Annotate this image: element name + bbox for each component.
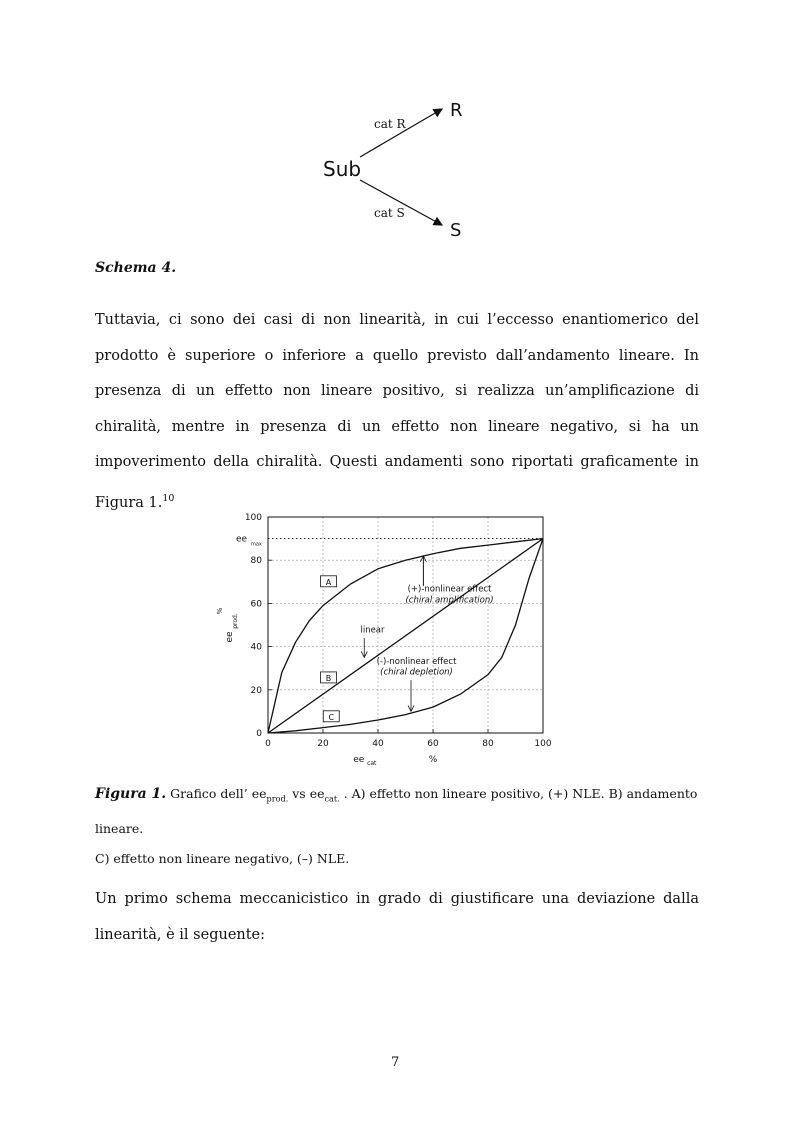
product-r-label: R <box>450 100 463 121</box>
ee-max-label: ee <box>236 534 248 545</box>
annotation-positive: (+)-nonlinear effect <box>407 584 492 595</box>
x-tick-label: 0 <box>265 739 271 749</box>
substrate-label: Sub <box>323 157 362 181</box>
y-axis-label: ee <box>225 631 235 643</box>
caption-label: Figura 1. <box>95 786 167 802</box>
annotation-negative: (-)-nonlinear effect <box>376 656 457 667</box>
caption-sub-1: prod. <box>266 793 289 804</box>
annotation-positive-sub: (chiral amplification) <box>405 595 494 606</box>
paragraph-1 <box>95 303 699 521</box>
series-label-c: C <box>328 712 335 722</box>
annotation-linear: linear <box>360 625 385 636</box>
y-tick-label: 60 <box>250 599 262 610</box>
scheme-label: Schema 4. <box>95 260 177 276</box>
x-tick-label: 80 <box>482 739 494 749</box>
x-tick-label: 40 <box>372 739 384 749</box>
caption-sub-2: cat. <box>324 793 340 804</box>
caption-text-1: Grafico dell’ ee <box>170 786 267 801</box>
x-axis-unit: % <box>428 755 438 765</box>
y-axis-unit: % <box>216 607 224 615</box>
y-tick-label: 40 <box>250 642 262 653</box>
x-tick-label: 60 <box>427 739 439 749</box>
caption-text-3: . A) effetto non lineare positivo, (+) NLE. B) andamento lineare. <box>95 786 698 836</box>
x-tick-label: 20 <box>317 739 329 749</box>
plot-frame <box>268 517 543 733</box>
series-line-b <box>268 539 543 733</box>
x-axis-label: ee <box>353 755 365 765</box>
caption-text-2: vs ee <box>288 786 325 801</box>
paragraph-2: Un primo schema meccanicistico in grado di giustificare una deviazione dalla linearità, è il seguente: <box>95 891 699 943</box>
series-label-b: B <box>325 673 332 683</box>
catalyst-r-label: cat R <box>374 117 406 131</box>
y-tick-label: 0 <box>256 729 262 739</box>
reference-superscript: 10 <box>162 492 175 504</box>
x-axis-label-sub: cat <box>367 760 377 767</box>
paragraph-1-text: Tuttavia, ci sono dei casi di non linearità, in cui l’eccesso enantiomerico del prodotto è superiore o inferiore a quello previsto dall’andamento lineare. In presenza di un effetto non lineare positivo, si realizza un’amplificazione di chiralità, mentre in presenza di un effetto non lineare negativo, si ha un impoverimento della chiralità. Questi andamenti sono riportati graficamente in Figura 1. <box>95 312 699 511</box>
catalyst-s-label: cat S <box>374 206 405 220</box>
ee-max-sub: max <box>251 541 262 548</box>
y-axis-label-sub: prod. <box>232 613 239 629</box>
caption-line-1 <box>95 779 705 844</box>
product-s-label: S <box>450 220 462 241</box>
caption-line-2: C) effetto non lineare negativo, (–) NLE. <box>95 850 350 866</box>
x-tick-label: 100 <box>534 739 552 749</box>
annotation-negative-sub: (chiral depletion) <box>380 667 453 678</box>
page-number: 7 <box>391 1055 400 1070</box>
y-tick-label: 80 <box>250 556 262 567</box>
figure-caption <box>95 779 705 874</box>
y-axis-label-group <box>216 607 239 642</box>
y-tick-label: 20 <box>250 685 262 696</box>
y-tick-label: 100 <box>244 513 262 523</box>
series-label-a: A <box>325 577 332 587</box>
figure-1-chart <box>210 505 570 770</box>
